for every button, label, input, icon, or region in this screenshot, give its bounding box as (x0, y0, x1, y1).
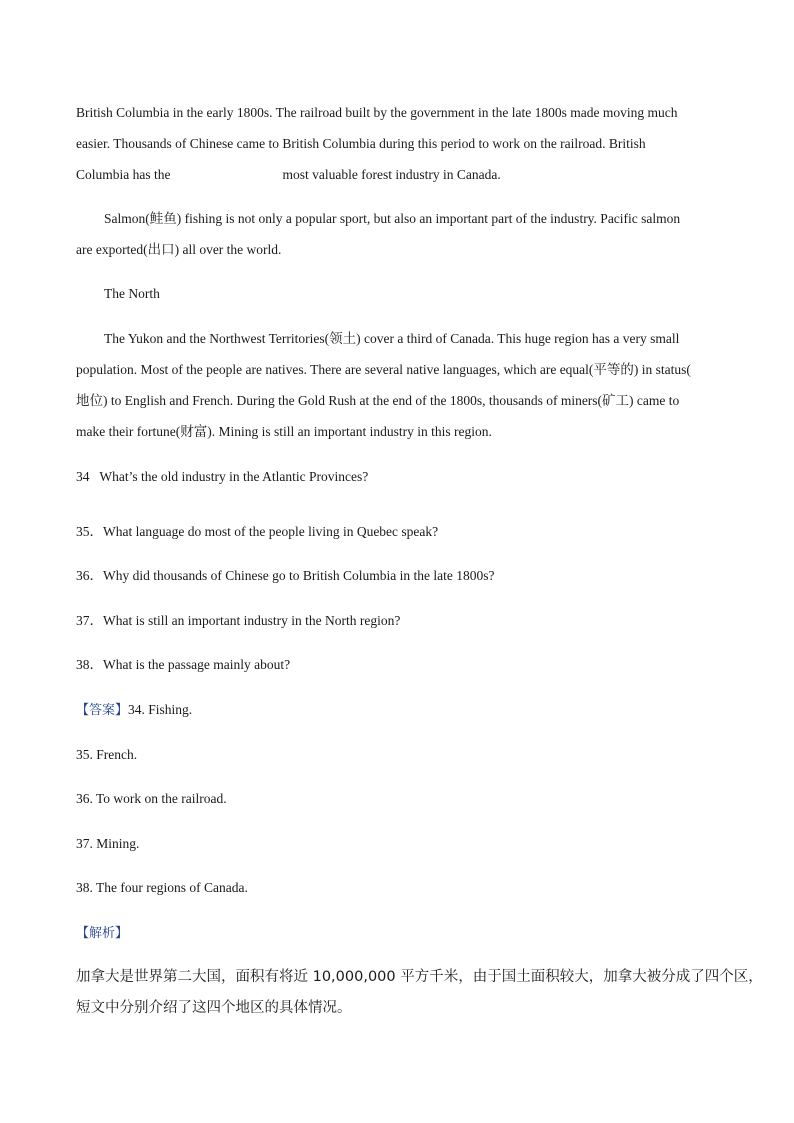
answer-tag: 【答案】 (76, 703, 129, 718)
question-38: 38．What is the passage mainly about? (76, 657, 291, 672)
passage-north-line-2: population. Most of the people are natives. There are several native languages, which are equal(平等的) in status( (76, 362, 691, 377)
passage-bc-line-1: British Columbia in the early 1800s. The railroad built by the government in the late 1800s made moving much (76, 105, 678, 120)
answer-34: 34. Fishing. (128, 702, 193, 717)
question-35: 35．What language do most of the people living in Quebec speak? (76, 524, 439, 539)
answer-35: 35. French. (76, 747, 138, 762)
passage-north-line-1: The Yukon and the Northwest Territories(领土) cover a third of Canada. This huge region has a very small (104, 331, 680, 346)
answer-line-34 (76, 701, 192, 720)
passage-bc-line-3b: most valuable forest industry in Canada. (282, 167, 501, 182)
analysis-tag: 【解析】 (76, 926, 129, 941)
question-34: 34 What’s the old industry in the Atlantic Provinces? (76, 469, 369, 484)
answer-36: 36. To work on the railroad. (76, 791, 227, 806)
passage-north-line-4: make their fortune(财富). Mining is still an important industry in this region. (76, 424, 492, 439)
question-36: 36．Why did thousands of Chinese go to British Columbia in the late 1800s? (76, 568, 495, 583)
passage-bc-line-2: easier. Thousands of Chinese came to British Columbia during this period to work on the railroad. British (76, 136, 646, 151)
analysis-line-1: 加拿大是世界第二大国，面积有将近 10,000,000 平方千米，由于国土面积较大，加拿大被分成了四个区， (76, 969, 763, 985)
passage-north-line-3: 地位) to English and French. During the Gold Rush at the end of the 1800s, thousands of miners(矿工) came to (76, 393, 680, 408)
passage-salmon-line-1: Salmon(鲑鱼) fishing is not only a popular sport, but also an important part of the industry. Pacific salmon (104, 211, 681, 226)
analysis-heading (76, 924, 128, 943)
section-heading-north: The North (104, 286, 160, 301)
answer-37: 37. Mining. (76, 836, 140, 851)
passage-bc-line-3 (76, 166, 501, 184)
analysis-line-2: 短文中分别介绍了这四个地区的具体情况。 (76, 1000, 352, 1016)
question-37: 37．What is still an important industry in the North region? (76, 613, 401, 628)
passage-bc-line-3a: Columbia has the (76, 167, 171, 182)
answer-38: 38. The four regions of Canada. (76, 880, 248, 895)
passage-salmon-line-2: are exported(出口) all over the world. (76, 242, 282, 257)
